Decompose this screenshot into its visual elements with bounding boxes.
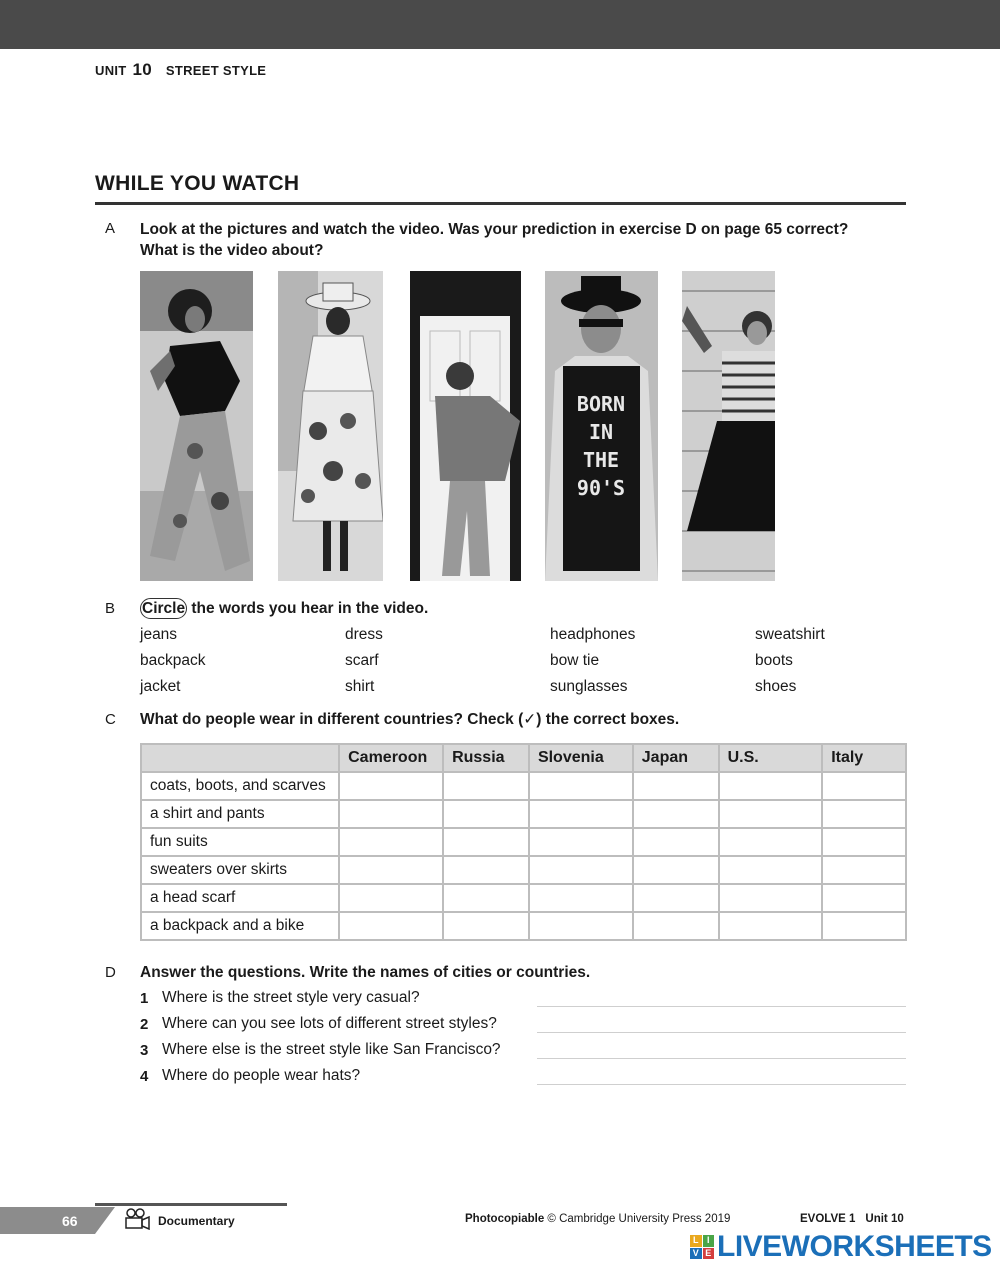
table-row [141, 912, 906, 940]
check-box[interactable] [719, 884, 823, 912]
evolve-label [800, 1213, 904, 1225]
answer-input-2[interactable] [537, 1015, 906, 1033]
table-row [141, 884, 906, 912]
check-box[interactable] [633, 772, 719, 800]
column-header-us: U.S. [719, 744, 823, 772]
row-label: a backpack and a bike [141, 912, 339, 940]
check-box[interactable] [719, 800, 823, 828]
question-text: Where else is the street style like San Francisco? [162, 1041, 501, 1058]
table-header-blank [141, 744, 339, 772]
shirt-text-line-2: IN [588, 420, 614, 444]
check-box[interactable] [633, 884, 719, 912]
check-box[interactable] [822, 884, 906, 912]
check-box[interactable] [633, 856, 719, 884]
check-box[interactable] [822, 856, 906, 884]
photo-jumping-woman [682, 271, 775, 581]
check-box[interactable] [719, 828, 823, 856]
check-box[interactable] [529, 912, 633, 940]
photo-man-door [410, 271, 521, 581]
unit-header [95, 60, 266, 80]
footer-divider [95, 1203, 287, 1206]
unit-number: 10 [132, 60, 152, 79]
unit-title: STREET STYLE [165, 63, 267, 78]
exercise-d-letter: D [105, 964, 116, 981]
exercise-c-letter: C [105, 711, 116, 728]
row-label: a head scarf [141, 884, 339, 912]
check-box[interactable] [443, 828, 529, 856]
check-box[interactable] [529, 828, 633, 856]
unit-label: UNIT [95, 63, 127, 78]
liveworksheets-brand: LIVEWORKSHEETS [717, 1230, 992, 1263]
word-dress[interactable]: dress [345, 626, 383, 643]
table-header-row [141, 744, 906, 772]
table-row [141, 828, 906, 856]
word-shirt[interactable]: shirt [345, 678, 375, 695]
question-number: 3 [140, 1042, 149, 1059]
row-label: coats, boots, and scarves [141, 772, 339, 800]
column-header-slovenia: Slovenia [529, 744, 633, 772]
check-box[interactable] [719, 856, 823, 884]
exercise-a-letter: A [105, 220, 116, 237]
question-number: 4 [140, 1068, 149, 1085]
word-shoes[interactable]: shoes [755, 678, 797, 695]
shirt-text-line-4: 90'S [576, 476, 626, 500]
check-box[interactable] [339, 800, 443, 828]
check-box[interactable] [339, 884, 443, 912]
logo-block: E [703, 1248, 715, 1260]
liveworksheets-logo[interactable] [690, 1232, 992, 1262]
section-divider [95, 202, 906, 205]
check-box[interactable] [822, 800, 906, 828]
question-number: 1 [140, 990, 149, 1007]
page-number-tab [0, 1207, 115, 1234]
circle-word: Circle [142, 600, 186, 617]
column-header-japan: Japan [633, 744, 719, 772]
shirt-text-line-1: BORN [576, 392, 626, 416]
word-jeans[interactable]: jeans [140, 626, 178, 643]
check-box[interactable] [443, 884, 529, 912]
table-row [141, 772, 906, 800]
check-box[interactable] [633, 800, 719, 828]
exercise-a-line-1: Look at the pictures and watch the video. Was your prediction in exercise D on page 65 correct? [140, 221, 849, 238]
check-box[interactable] [443, 800, 529, 828]
check-box[interactable] [529, 856, 633, 884]
exercise-a-instruction [140, 219, 900, 261]
check-box[interactable] [633, 828, 719, 856]
table-row [141, 800, 906, 828]
photo-dancer [140, 271, 253, 581]
exercise-a-line-2: What is the video about? [140, 242, 324, 259]
check-box[interactable] [443, 856, 529, 884]
documentary-label: Documentary [158, 1214, 235, 1228]
check-box[interactable] [822, 828, 906, 856]
photo-born-in-90s [545, 271, 658, 581]
section-title: WHILE YOU WATCH [95, 172, 300, 195]
check-box[interactable] [339, 772, 443, 800]
check-box[interactable] [822, 772, 906, 800]
word-boots[interactable]: boots [755, 652, 793, 669]
photo-hat-woman [278, 271, 383, 581]
logo-block: I [703, 1235, 715, 1247]
copyright [465, 1213, 730, 1225]
copyright-text: © Cambridge University Press 2019 [544, 1213, 731, 1225]
check-box[interactable] [719, 912, 823, 940]
check-box[interactable] [822, 912, 906, 940]
logo-block: L [690, 1235, 702, 1247]
check-box[interactable] [529, 800, 633, 828]
check-box[interactable] [339, 912, 443, 940]
column-header-italy: Italy [822, 744, 906, 772]
word-sweatshirt[interactable]: sweatshirt [755, 626, 825, 643]
row-label: a shirt and pants [141, 800, 339, 828]
question-number: 2 [140, 1016, 149, 1033]
top-bar [0, 0, 1000, 49]
video-camera-icon [124, 1208, 150, 1230]
check-box[interactable] [529, 884, 633, 912]
word-headphones[interactable]: headphones [550, 626, 636, 643]
check-box[interactable] [443, 912, 529, 940]
question-text: Where can you see lots of different street styles? [162, 1015, 497, 1032]
exercise-b-instruction-rest: the words you hear in the video. [187, 600, 429, 617]
evolve-level: EVOLVE 1 [800, 1213, 856, 1225]
exercise-d-instruction: Answer the questions. Write the names of cities or countries. [140, 964, 591, 981]
answer-input-4[interactable] [537, 1067, 906, 1085]
shirt-text-line-3: THE [582, 448, 620, 472]
word-scarf[interactable]: scarf [345, 652, 379, 669]
check-box[interactable] [339, 828, 443, 856]
logo-block: V [690, 1248, 702, 1260]
row-label: fun suits [141, 828, 339, 856]
exercise-c-instruction: What do people wear in different countries? Check (✓) the correct boxes. [140, 711, 680, 728]
check-box[interactable] [443, 772, 529, 800]
row-label: sweaters over skirts [141, 856, 339, 884]
table-row [141, 856, 906, 884]
column-header-cameroon: Cameroon [339, 744, 443, 772]
exercise-b-instruction [140, 598, 900, 619]
word-sunglasses[interactable]: sunglasses [550, 678, 628, 695]
word-jacket[interactable]: jacket [140, 678, 181, 695]
countries-table [140, 743, 907, 941]
liveworksheets-blocks-icon [690, 1235, 714, 1259]
question-text: Where is the street style very casual? [162, 989, 420, 1006]
check-box[interactable] [719, 772, 823, 800]
word-backpack[interactable]: backpack [140, 652, 206, 669]
exercise-b-letter: B [105, 600, 116, 617]
answer-input-1[interactable] [537, 989, 906, 1007]
photocopiable-label: Photocopiable [465, 1213, 545, 1225]
answer-input-3[interactable] [537, 1041, 906, 1059]
check-box[interactable] [339, 856, 443, 884]
check-box[interactable] [529, 772, 633, 800]
evolve-unit: Unit 10 [865, 1213, 904, 1225]
check-box[interactable] [633, 912, 719, 940]
column-header-russia: Russia [443, 744, 529, 772]
page-number: 66 [62, 1213, 78, 1229]
question-text: Where do people wear hats? [162, 1067, 361, 1084]
word-bow-tie[interactable]: bow tie [550, 652, 600, 669]
